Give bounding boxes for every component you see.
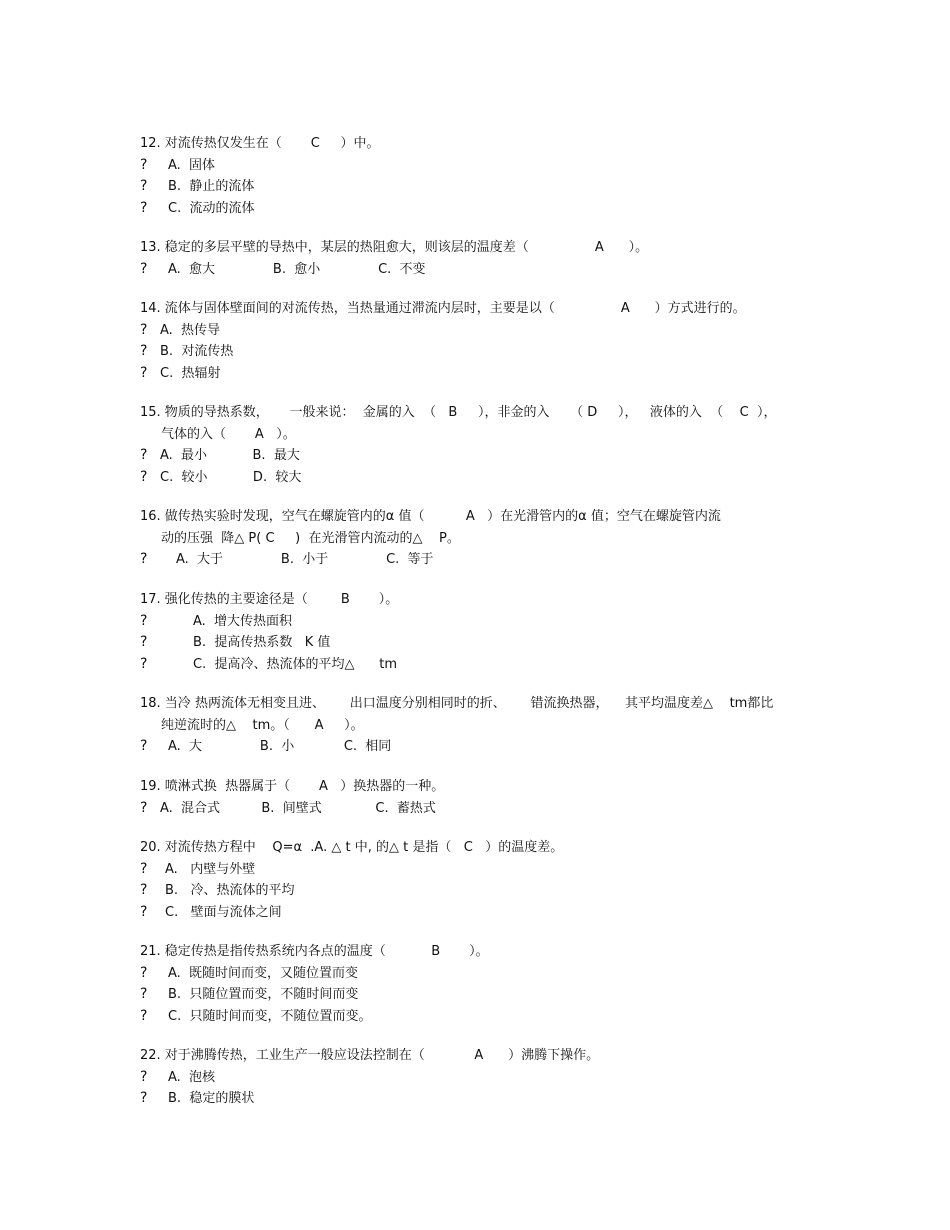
option-text: A. 泡核 (168, 1069, 216, 1085)
option (140, 549, 830, 571)
question-text: 18. 当冷 热两流体无相变且进、 出口温度分别相同时的折、 错流换热器， 其平均温度差△ tm都比 (140, 696, 774, 711)
question-text: 14. 流体与固体壁面间的对流传热，当热量通过滞流内层时，主要是以（ A ）方式进行的。 (140, 301, 746, 316)
question-text-continued: 纯逆流时的△ tm。（ A ）。 (161, 717, 364, 733)
option (140, 984, 830, 1006)
question-text: 12. 对流传热仅发生在（ C ）中。 (140, 136, 380, 151)
question-text: 17. 强化传热的主要途径是（ B ）。 (140, 592, 399, 607)
option-text: C. 流动的流体 (168, 200, 255, 216)
bullet-glyph: ? (140, 199, 148, 216)
bullet-glyph: ? (140, 156, 148, 173)
question-18 (140, 693, 830, 758)
bullet-glyph: ? (140, 447, 148, 463)
option-text: C. 提高冷、热流体的平均△ tm (193, 656, 398, 672)
option (140, 736, 830, 758)
bullet-glyph: ? (140, 364, 148, 381)
question-text-continued: 气体的入（ A ）。 (161, 426, 296, 442)
option (140, 1088, 830, 1110)
option-text: A. 混合式 B. 间壁式 C. 蓄热式 (160, 800, 436, 816)
option (140, 880, 830, 902)
bullet-glyph: ? (140, 1090, 148, 1106)
question-16 (140, 506, 830, 571)
question-12 (140, 133, 830, 219)
option (140, 198, 830, 220)
option-text: A. 大 B. 小 C. 相同 (168, 739, 392, 754)
option-text: A. 最小 B. 最大 (160, 448, 300, 463)
option (140, 798, 830, 820)
option-text: B. 冷、热流体的平均 (165, 883, 295, 898)
option-text: A. 增大传热面积 (193, 613, 293, 629)
question-text: 21. 稳定传热是指传热系统内各点的温度（ B ）。 (140, 944, 489, 959)
option (140, 259, 830, 281)
bullet-glyph: ? (140, 343, 148, 359)
bullet-glyph: ? (140, 964, 148, 981)
bullet-glyph: ? (140, 738, 148, 754)
option (140, 341, 830, 363)
question-15 (140, 402, 830, 488)
question-22 (140, 1045, 830, 1110)
bullet-glyph: ? (140, 634, 148, 650)
question-20 (140, 837, 830, 923)
bullet-glyph: ? (140, 860, 148, 877)
option (140, 1067, 830, 1089)
option (140, 963, 830, 985)
question-21 (140, 941, 830, 1027)
option-text: B. 静止的流体 (168, 179, 255, 194)
option (140, 445, 830, 467)
bullet-glyph: ? (140, 468, 148, 485)
question-19 (140, 776, 830, 819)
question-text: 20. 对流传热方程中 Q=α .A. △ t 中, 的△ t 是指（ C ）的温度差。 (140, 840, 564, 855)
bullet-glyph: ? (140, 799, 148, 816)
option (140, 320, 830, 342)
option (140, 1006, 830, 1028)
bullet-glyph: ? (140, 178, 148, 194)
option-text: A. 内壁与外壁 (165, 861, 256, 877)
option (140, 363, 830, 385)
option-text: C. 壁面与流体之间 (165, 904, 282, 920)
option (140, 467, 830, 489)
option-text: C. 热辐射 (160, 365, 221, 381)
option (140, 155, 830, 177)
option-text: A. 愈大 B. 愈小 C. 不变 (168, 261, 426, 277)
bullet-glyph: ? (140, 655, 148, 672)
bullet-glyph: ? (140, 903, 148, 920)
option-text: B. 只随位置而变，不随时间而变 (168, 987, 359, 1002)
question-13 (140, 237, 830, 280)
question-text: 19. 喷淋式换 热器属于（ A ）换热器的一种。 (140, 779, 445, 794)
bullet-glyph: ? (140, 1068, 148, 1085)
option-text: B. 提高传热系数 K 值 (193, 635, 331, 650)
option-text: C. 较小 D. 较大 (160, 469, 302, 485)
bullet-glyph: ? (140, 551, 148, 567)
bullet-glyph: ? (140, 882, 148, 898)
bullet-glyph: ? (140, 1007, 148, 1024)
bullet-glyph: ? (140, 260, 148, 277)
option (140, 176, 830, 198)
option-text: A. 既随时间而变，又随位置而变 (168, 965, 359, 981)
question-text: 13. 稳定的多层平壁的导热中，某层的热阻愈大，则该层的温度差（ A ）。 (140, 240, 649, 255)
option-text: A. 热传导 (160, 322, 221, 338)
bullet-glyph: ? (140, 612, 148, 629)
question-text: 16. 做传热实验时发现，空气在螺旋管内的α 值（ A ）在光滑管内的α 值；空气在螺旋管内流 (140, 509, 721, 524)
question-14 (140, 298, 830, 384)
bullet-glyph: ? (140, 321, 148, 338)
question-text-continued: 动的压强 降△ P( C ) 在光滑管内流动的△ P。 (161, 530, 460, 546)
question-text: 22. 对于沸腾传热，工业生产一般应设法控制在（ A ）沸腾下操作。 (140, 1048, 600, 1063)
option (140, 859, 830, 881)
option-text: B. 对流传热 (160, 344, 234, 359)
option (140, 654, 830, 676)
question-17 (140, 589, 830, 675)
option (140, 611, 830, 633)
option-text: A. 大于 B. 小于 C. 等于 (176, 552, 434, 567)
option-text: C. 只随时间而变，不随位置而变。 (168, 1008, 372, 1024)
option (140, 632, 830, 654)
option-text: B. 稳定的膜状 (168, 1091, 255, 1106)
bullet-glyph: ? (140, 986, 148, 1002)
option (140, 902, 830, 924)
question-text: 15. 物质的导热系数， 一般来说： 金属的入 （ B ），非金的入 （ D ）， 液体的入 （ C ）， (140, 405, 777, 420)
option-text: A. 固体 (168, 157, 216, 173)
